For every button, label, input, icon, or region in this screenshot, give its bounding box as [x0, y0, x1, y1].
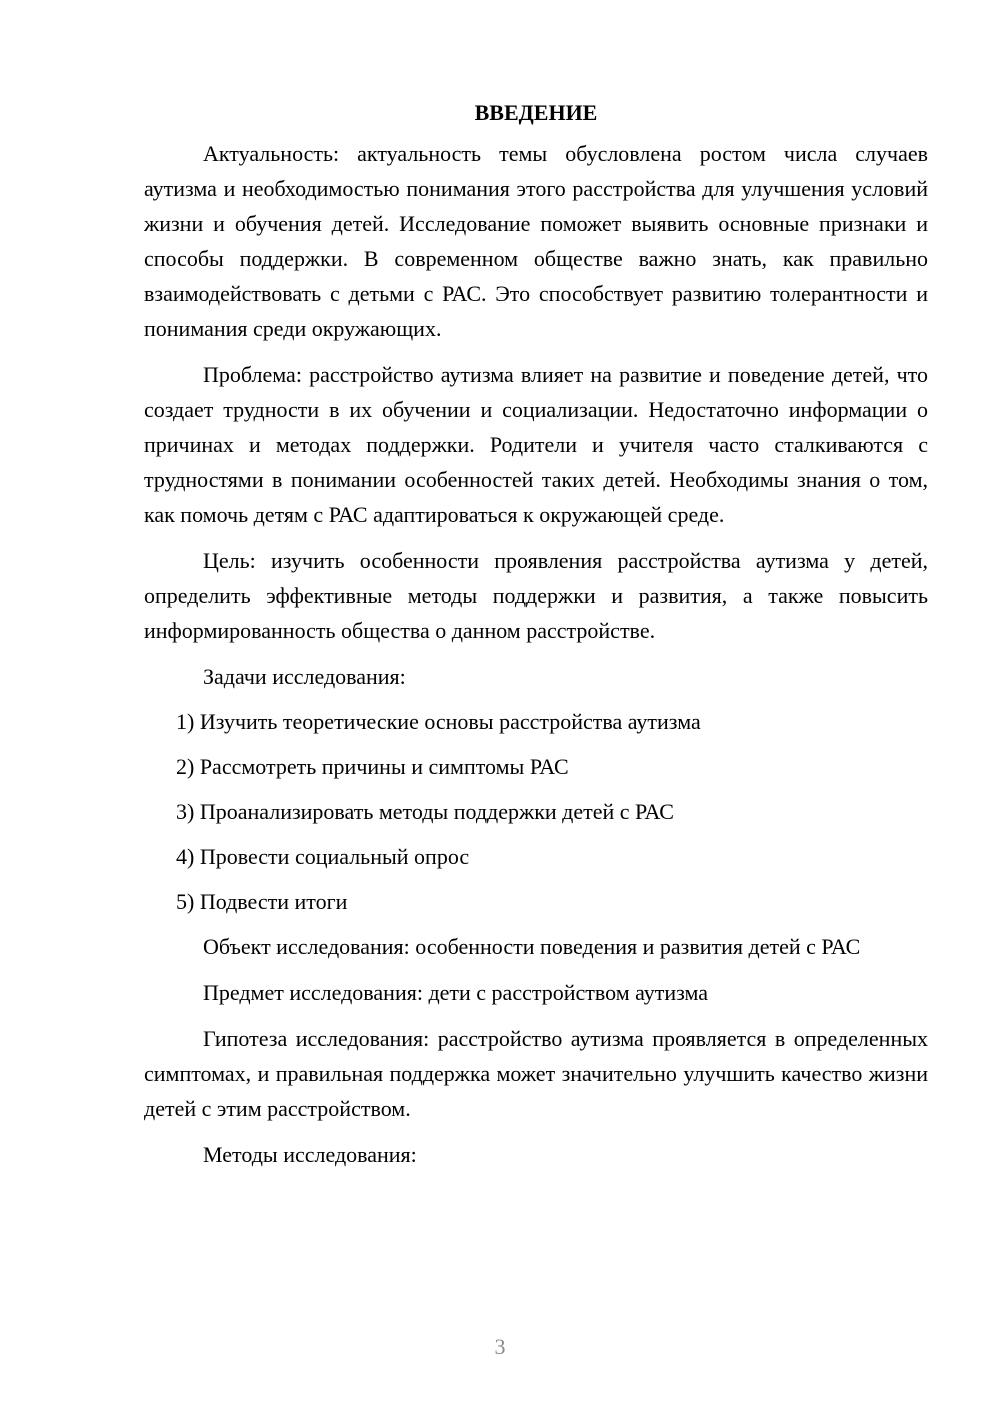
page-content	[144, 95, 928, 1183]
page-number: 3	[494, 1334, 506, 1359]
paragraph-problem: Проблема: расстройство аутизма влияет на развитие и поведение детей, что создает трудности в их обучении и социализации. Недостаточно информации о причинах и методах поддержки. Родители и учителя часто сталкиваются с трудностями в понимании особенностей таких детей. Необходимы знания о том, как помочь детям с РАС адаптироваться к окружающей среде.	[144, 362, 928, 527]
paragraph-methods: Методы исследования:	[203, 1142, 417, 1167]
list-item: 5) Подвести итоги	[176, 889, 348, 914]
list-item: 4) Провести социальный опрос	[176, 844, 470, 869]
list-item: 3) Проанализировать методы поддержки детей с РАС	[176, 799, 674, 824]
paragraph-object: Объект исследования: особенности поведения и развития детей с РАС	[203, 934, 861, 959]
tasks-heading: Задачи исследования:	[203, 664, 406, 689]
paragraph-relevance: Актуальность: актуальность темы обусловлена ростом числа случаев аутизма и необходимостью понимания этого расстройства для улучшения условий жизни и обучения детей. Исследование поможет выявить основные признаки и способы поддержки. В современном обществе важно знать, как правильно взаимодействовать с детьми с РАС. Это способствует развитию толерантности и понимания среди окружающих.	[144, 141, 928, 341]
paragraph-hypothesis: Гипотеза исследования: расстройство аутизма проявляется в определенных симптомах, и правильная поддержка может значительно улучшить качество жизни детей с этим расстройством.	[144, 1026, 928, 1121]
paragraph-goal: Цель: изучить особенности проявления расстройства аутизма у детей, определить эффективные методы поддержки и развития, а также повысить информированность общества о данном расстройстве.	[144, 548, 928, 643]
list-item: 2) Рассмотреть причины и симптомы РАС	[176, 754, 569, 779]
page-title: ВВЕДЕНИЕ	[474, 100, 598, 125]
list-item: 1) Изучить теоретические основы расстройства аутизма	[176, 709, 701, 734]
task-list	[144, 704, 928, 919]
paragraph-subject: Предмет исследования: дети с расстройством аутизма	[203, 980, 709, 1005]
